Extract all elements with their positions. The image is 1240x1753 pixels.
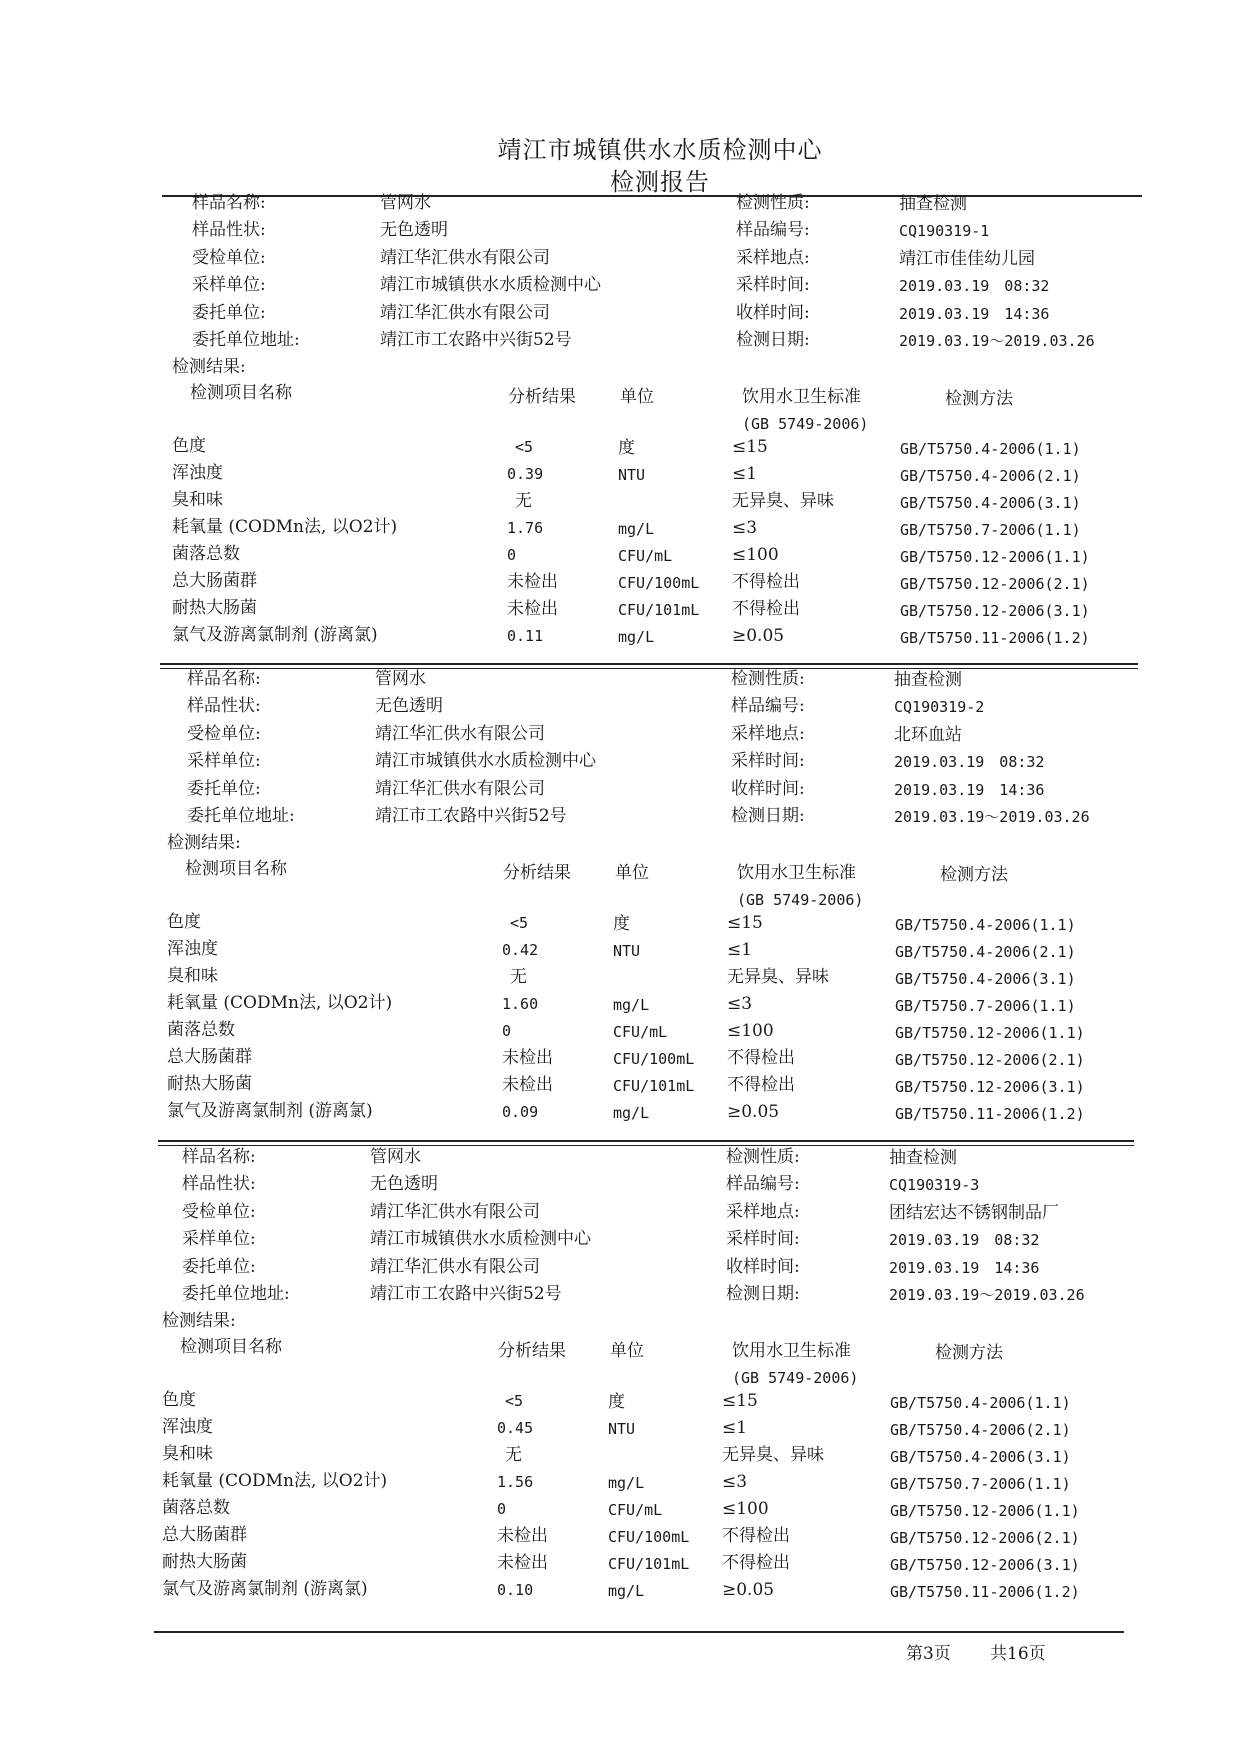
row-unit: CFU/mL xyxy=(613,1023,668,1041)
row-standard: ≥0.05 xyxy=(722,1580,775,1600)
row-method: GB/T5750.12-2006(3.1) xyxy=(895,1078,1085,1096)
row-item: 总大肠菌群 xyxy=(167,1047,252,1067)
row-item: 臭和味 xyxy=(172,490,223,510)
sample-name-value: 管网水 xyxy=(380,193,431,213)
sample-name-label: 样品名称: xyxy=(187,669,261,689)
row-result: 未检出 xyxy=(507,599,558,619)
sample-state-value: 无色透明 xyxy=(375,696,443,716)
row-standard: 不得检出 xyxy=(732,599,800,619)
sampling-site-label: 采样地点: xyxy=(736,248,810,268)
row-standard: ≤1 xyxy=(732,464,758,484)
sampling-unit-label: 采样单位: xyxy=(192,275,266,295)
sampling-site-label: 采样地点: xyxy=(726,1202,800,1222)
row-item: 耐热大肠菌 xyxy=(167,1074,252,1094)
divider-section-1 xyxy=(160,663,1138,665)
row-standard: 不得检出 xyxy=(727,1048,795,1068)
row-item: 菌落总数 xyxy=(162,1498,230,1518)
sampling-unit-value: 靖江市城镇供水水质检测中心 xyxy=(370,1229,591,1249)
row-result: 无 xyxy=(515,491,532,511)
row-unit: mg/L xyxy=(618,520,655,538)
sampling-time-value: 2019.03.19 08:32 xyxy=(889,1231,1040,1249)
col-result-header: 分析结果 xyxy=(498,1341,566,1361)
row-item: 浑浊度 xyxy=(167,939,218,959)
sample-name-label: 样品名称: xyxy=(182,1147,256,1167)
row-method: GB/T5750.4-2006(3.1) xyxy=(890,1448,1071,1466)
sampling-unit-value: 靖江市城镇供水水质检测中心 xyxy=(375,751,596,771)
test-date-label: 检测日期: xyxy=(726,1284,800,1304)
row-method: GB/T5750.4-2006(1.1) xyxy=(895,916,1076,934)
row-standard: ≥0.05 xyxy=(732,626,785,646)
row-result: <5 xyxy=(515,438,534,456)
row-method: GB/T5750.4-2006(2.1) xyxy=(890,1421,1071,1439)
inspected-unit-value: 靖江华汇供水有限公司 xyxy=(370,1202,540,1222)
row-result: 1.76 xyxy=(507,519,544,537)
row-standard: ≤100 xyxy=(722,1499,769,1519)
row-standard: ≤100 xyxy=(732,545,779,565)
row-method: GB/T5750.4-2006(2.1) xyxy=(900,467,1081,485)
sample-state-value: 无色透明 xyxy=(380,220,448,240)
row-result: 0 xyxy=(497,1500,507,1518)
row-method: GB/T5750.12-2006(2.1) xyxy=(895,1051,1085,1069)
results-label: 检测结果: xyxy=(167,833,241,853)
row-method: GB/T5750.12-2006(2.1) xyxy=(890,1529,1080,1547)
sampling-time-label: 采样时间: xyxy=(736,275,810,295)
row-item: 氯气及游离氯制剂 (游离氯) xyxy=(162,1579,368,1599)
sample-no-value: CQ190319-1 xyxy=(899,222,990,240)
col-standard-code: (GB 5749-2006) xyxy=(742,415,869,433)
row-unit: CFU/100mL xyxy=(608,1528,690,1546)
row-unit: CFU/mL xyxy=(618,547,673,565)
row-item: 耗氧量 (CODMn法, 以O2计) xyxy=(162,1471,388,1491)
row-result: 0.11 xyxy=(507,627,544,645)
row-result: 0.09 xyxy=(502,1103,539,1121)
row-item: 氯气及游离氯制剂 (游离氯) xyxy=(172,625,378,645)
sample-state-label: 样品性状: xyxy=(182,1174,256,1194)
row-method: GB/T5750.11-2006(1.2) xyxy=(900,629,1090,647)
results-label: 检测结果: xyxy=(162,1311,236,1331)
receive-time-label: 收样时间: xyxy=(731,779,805,799)
receive-time-label: 收样时间: xyxy=(736,303,810,323)
sampling-time-value: 2019.03.19 08:32 xyxy=(899,277,1050,295)
sample-state-value: 无色透明 xyxy=(370,1174,438,1194)
row-method: GB/T5750.11-2006(1.2) xyxy=(890,1583,1080,1601)
row-item: 浑浊度 xyxy=(172,463,223,483)
client-address-label: 委托单位地址: xyxy=(187,806,295,826)
row-result: <5 xyxy=(510,914,529,932)
page-title: 靖江市城镇供水水质检测中心 xyxy=(497,136,823,164)
test-nature-value: 抽查检测 xyxy=(899,194,967,214)
row-method: GB/T5750.7-2006(1.1) xyxy=(890,1475,1071,1493)
row-unit: NTU xyxy=(618,466,646,484)
results-label: 检测结果: xyxy=(172,357,246,377)
inspected-unit-value: 靖江华汇供水有限公司 xyxy=(380,248,550,268)
row-item: 浑浊度 xyxy=(162,1417,213,1437)
row-standard: ≤15 xyxy=(727,913,763,933)
row-standard: 无异臭、异味 xyxy=(732,491,834,511)
row-result: 无 xyxy=(505,1445,522,1465)
sampling-site-value: 北环血站 xyxy=(894,725,962,745)
row-method: GB/T5750.12-2006(3.1) xyxy=(890,1556,1080,1574)
row-result: 0.10 xyxy=(497,1581,534,1599)
row-result: 0 xyxy=(507,546,517,564)
sample-no-value: CQ190319-2 xyxy=(894,698,985,716)
row-method: GB/T5750.4-2006(3.1) xyxy=(900,494,1081,512)
sample-state-label: 样品性状: xyxy=(192,220,266,240)
col-method-header: 检测方法 xyxy=(945,389,1013,409)
col-item-header: 检测项目名称 xyxy=(185,859,287,879)
row-item: 耐热大肠菌 xyxy=(172,598,257,618)
client-unit-label: 委托单位: xyxy=(187,779,261,799)
col-unit-header: 单位 xyxy=(610,1341,644,1361)
receive-time-value: 2019.03.19 14:36 xyxy=(889,1259,1040,1277)
row-method: GB/T5750.12-2006(1.1) xyxy=(895,1024,1085,1042)
inspected-unit-label: 受检单位: xyxy=(192,248,266,268)
row-result: 0 xyxy=(502,1022,512,1040)
client-address-label: 委托单位地址: xyxy=(182,1284,290,1304)
row-item: 耐热大肠菌 xyxy=(162,1552,247,1572)
row-method: GB/T5750.4-2006(2.1) xyxy=(895,943,1076,961)
row-item: 臭和味 xyxy=(167,966,218,986)
client-unit-value: 靖江华汇供水有限公司 xyxy=(375,779,545,799)
row-item: 色度 xyxy=(167,912,201,932)
sampling-unit-label: 采样单位: xyxy=(182,1229,256,1249)
client-unit-value: 靖江华汇供水有限公司 xyxy=(380,303,550,323)
row-standard: ≤3 xyxy=(732,518,758,538)
receive-time-value: 2019.03.19 14:36 xyxy=(899,305,1050,323)
col-standard-header: 饮用水卫生标准 xyxy=(732,1341,851,1361)
col-standard-header: 饮用水卫生标准 xyxy=(742,387,861,407)
sample-name-label: 样品名称: xyxy=(192,193,266,213)
col-result-header: 分析结果 xyxy=(503,863,571,883)
sampling-unit-label: 采样单位: xyxy=(187,751,261,771)
row-item: 总大肠菌群 xyxy=(162,1525,247,1545)
test-date-label: 检测日期: xyxy=(731,806,805,826)
inspected-unit-value: 靖江华汇供水有限公司 xyxy=(375,724,545,744)
sample-no-label: 样品编号: xyxy=(726,1174,800,1194)
sample-no-label: 样品编号: xyxy=(736,220,810,240)
col-standard-header: 饮用水卫生标准 xyxy=(737,863,856,883)
row-standard: ≤15 xyxy=(722,1391,758,1411)
row-method: GB/T5750.12-2006(2.1) xyxy=(900,575,1090,593)
row-standard: ≤3 xyxy=(727,994,753,1014)
col-standard-code: (GB 5749-2006) xyxy=(732,1369,859,1387)
sampling-time-label: 采样时间: xyxy=(726,1229,800,1249)
row-standard: ≤15 xyxy=(732,437,768,457)
test-date-label: 检测日期: xyxy=(736,330,810,350)
test-date-value: 2019.03.19～2019.03.26 xyxy=(894,808,1090,826)
col-method-header: 检测方法 xyxy=(935,1343,1003,1363)
row-method: GB/T5750.4-2006(1.1) xyxy=(890,1394,1071,1412)
row-item: 氯气及游离氯制剂 (游离氯) xyxy=(167,1101,373,1121)
test-nature-label: 检测性质: xyxy=(731,669,805,689)
col-standard-code: (GB 5749-2006) xyxy=(737,891,864,909)
row-unit: mg/L xyxy=(608,1582,645,1600)
row-result: 未检出 xyxy=(497,1553,548,1573)
sample-name-value: 管网水 xyxy=(370,1147,421,1167)
row-item: 色度 xyxy=(162,1390,196,1410)
divider-bottom xyxy=(154,1631,1124,1633)
row-standard: ≤1 xyxy=(722,1418,748,1438)
page-number: 第3页 xyxy=(906,1644,951,1664)
client-address-value: 靖江市工农路中兴街52号 xyxy=(375,806,567,826)
row-unit: CFU/101mL xyxy=(618,601,700,619)
report-section xyxy=(160,1147,1160,1601)
test-nature-value: 抽查检测 xyxy=(889,1148,957,1168)
row-item: 耗氧量 (CODMn法, 以O2计) xyxy=(167,993,393,1013)
col-item-header: 检测项目名称 xyxy=(190,383,292,403)
row-standard: 无异臭、异味 xyxy=(727,967,829,987)
row-standard: ≥0.05 xyxy=(727,1102,780,1122)
row-method: GB/T5750.4-2006(1.1) xyxy=(900,440,1081,458)
row-unit: 度 xyxy=(618,438,635,458)
row-result: 0.45 xyxy=(497,1419,534,1437)
client-address-value: 靖江市工农路中兴街52号 xyxy=(370,1284,562,1304)
row-method: GB/T5750.4-2006(3.1) xyxy=(895,970,1076,988)
row-unit: mg/L xyxy=(613,1104,650,1122)
row-unit: 度 xyxy=(613,914,630,934)
client-unit-label: 委托单位: xyxy=(192,303,266,323)
row-unit: CFU/mL xyxy=(608,1501,663,1519)
row-item: 臭和味 xyxy=(162,1444,213,1464)
test-date-value: 2019.03.19～2019.03.26 xyxy=(889,1286,1085,1304)
row-method: GB/T5750.12-2006(3.1) xyxy=(900,602,1090,620)
receive-time-value: 2019.03.19 14:36 xyxy=(894,781,1045,799)
inspected-unit-label: 受检单位: xyxy=(182,1202,256,1222)
row-result: 1.56 xyxy=(497,1473,534,1491)
row-standard: ≤3 xyxy=(722,1472,748,1492)
sample-no-value: CQ190319-3 xyxy=(889,1176,980,1194)
row-unit: mg/L xyxy=(608,1474,645,1492)
divider-section-2 xyxy=(158,1140,1134,1142)
row-standard: 不得检出 xyxy=(732,572,800,592)
row-result: 0.42 xyxy=(502,941,539,959)
row-unit: mg/L xyxy=(618,628,655,646)
col-result-header: 分析结果 xyxy=(508,387,576,407)
col-item-header: 检测项目名称 xyxy=(180,1337,282,1357)
col-method-header: 检测方法 xyxy=(940,865,1008,885)
row-result: 未检出 xyxy=(502,1048,553,1068)
sampling-site-label: 采样地点: xyxy=(731,724,805,744)
inspected-unit-label: 受检单位: xyxy=(187,724,261,744)
row-unit: NTU xyxy=(608,1420,636,1438)
row-result: 未检出 xyxy=(507,572,558,592)
row-result: 无 xyxy=(510,967,527,987)
row-method: GB/T5750.12-2006(1.1) xyxy=(900,548,1090,566)
row-result: 0.39 xyxy=(507,465,544,483)
sampling-time-value: 2019.03.19 08:32 xyxy=(894,753,1045,771)
client-unit-label: 委托单位: xyxy=(182,1257,256,1277)
row-unit: CFU/101mL xyxy=(608,1555,690,1573)
row-standard: 无异臭、异味 xyxy=(722,1445,824,1465)
report-section xyxy=(170,193,1170,647)
receive-time-label: 收样时间: xyxy=(726,1257,800,1277)
test-nature-label: 检测性质: xyxy=(736,193,810,213)
row-item: 耗氧量 (CODMn法, 以O2计) xyxy=(172,517,398,537)
row-result: <5 xyxy=(505,1392,524,1410)
sampling-unit-value: 靖江市城镇供水水质检测中心 xyxy=(380,275,601,295)
row-result: 未检出 xyxy=(502,1075,553,1095)
row-unit: mg/L xyxy=(613,996,650,1014)
test-nature-label: 检测性质: xyxy=(726,1147,800,1167)
sampling-time-label: 采样时间: xyxy=(731,751,805,771)
test-date-value: 2019.03.19～2019.03.26 xyxy=(899,332,1095,350)
row-unit: CFU/100mL xyxy=(613,1050,695,1068)
client-unit-value: 靖江华汇供水有限公司 xyxy=(370,1257,540,1277)
page-subtitle: 检测报告 xyxy=(610,168,710,196)
row-standard: 不得检出 xyxy=(722,1553,790,1573)
row-unit: CFU/101mL xyxy=(613,1077,695,1095)
row-method: GB/T5750.12-2006(1.1) xyxy=(890,1502,1080,1520)
row-standard: ≤100 xyxy=(727,1021,774,1041)
col-unit-header: 单位 xyxy=(620,387,654,407)
sample-no-label: 样品编号: xyxy=(731,696,805,716)
report-section xyxy=(165,669,1165,1123)
row-method: GB/T5750.7-2006(1.1) xyxy=(900,521,1081,539)
row-result: 未检出 xyxy=(497,1526,548,1546)
row-standard: 不得检出 xyxy=(722,1526,790,1546)
row-unit: NTU xyxy=(613,942,641,960)
row-item: 菌落总数 xyxy=(172,544,240,564)
row-standard: 不得检出 xyxy=(727,1075,795,1095)
row-unit: CFU/100mL xyxy=(618,574,700,592)
sampling-site-value: 靖江市佳佳幼儿园 xyxy=(899,249,1035,269)
sampling-site-value: 团结宏达不锈钢制品厂 xyxy=(889,1203,1059,1223)
row-standard: ≤1 xyxy=(727,940,753,960)
row-item: 色度 xyxy=(172,436,206,456)
row-item: 菌落总数 xyxy=(167,1020,235,1040)
sample-state-label: 样品性状: xyxy=(187,696,261,716)
client-address-label: 委托单位地址: xyxy=(192,330,300,350)
row-method: GB/T5750.7-2006(1.1) xyxy=(895,997,1076,1015)
col-unit-header: 单位 xyxy=(615,863,649,883)
row-result: 1.60 xyxy=(502,995,539,1013)
row-item: 总大肠菌群 xyxy=(172,571,257,591)
page-total: 共16页 xyxy=(990,1644,1046,1664)
test-nature-value: 抽查检测 xyxy=(894,670,962,690)
client-address-value: 靖江市工农路中兴街52号 xyxy=(380,330,572,350)
row-unit: 度 xyxy=(608,1392,625,1412)
row-method: GB/T5750.11-2006(1.2) xyxy=(895,1105,1085,1123)
sample-name-value: 管网水 xyxy=(375,669,426,689)
